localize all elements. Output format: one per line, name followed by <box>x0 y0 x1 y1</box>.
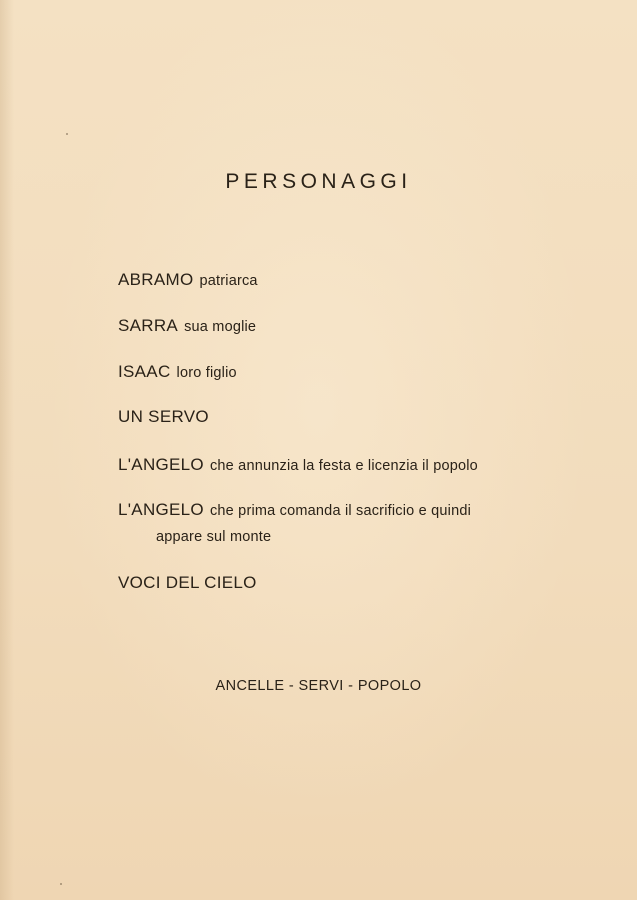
paper-speck <box>60 883 62 885</box>
page-edge-shadow <box>0 0 14 900</box>
character-entry <box>118 407 209 427</box>
character-name: L'ANGELO <box>118 455 204 474</box>
character-description-continuation: appare sul monte <box>156 529 272 545</box>
character-description: che annunzia la festa e licenzia il popolo <box>209 458 478 474</box>
character-entry <box>118 573 257 593</box>
character-entry <box>118 500 471 520</box>
character-description: che prima comanda il sacrificio e quindi <box>209 503 472 519</box>
paper-speck <box>66 133 68 135</box>
character-name: UN SERVO <box>118 407 209 426</box>
character-name: L'ANGELO <box>118 500 204 519</box>
character-entry <box>118 316 256 336</box>
character-description: loro figlio <box>176 365 237 381</box>
character-entry <box>118 362 237 382</box>
character-name: SARRA <box>118 316 179 335</box>
character-description: sua moglie <box>184 319 257 335</box>
character-name: VOCI DEL CIELO <box>118 573 257 592</box>
page-title: PERSONAGGI <box>225 170 412 193</box>
chorus-line: ANCELLE - SERVI - POPOLO <box>215 678 422 694</box>
character-description: patriarca <box>199 273 258 289</box>
character-name: ISAAC <box>118 362 171 381</box>
character-entry <box>118 455 478 475</box>
character-entry <box>118 270 258 290</box>
character-name: ABRAMO <box>118 270 194 289</box>
